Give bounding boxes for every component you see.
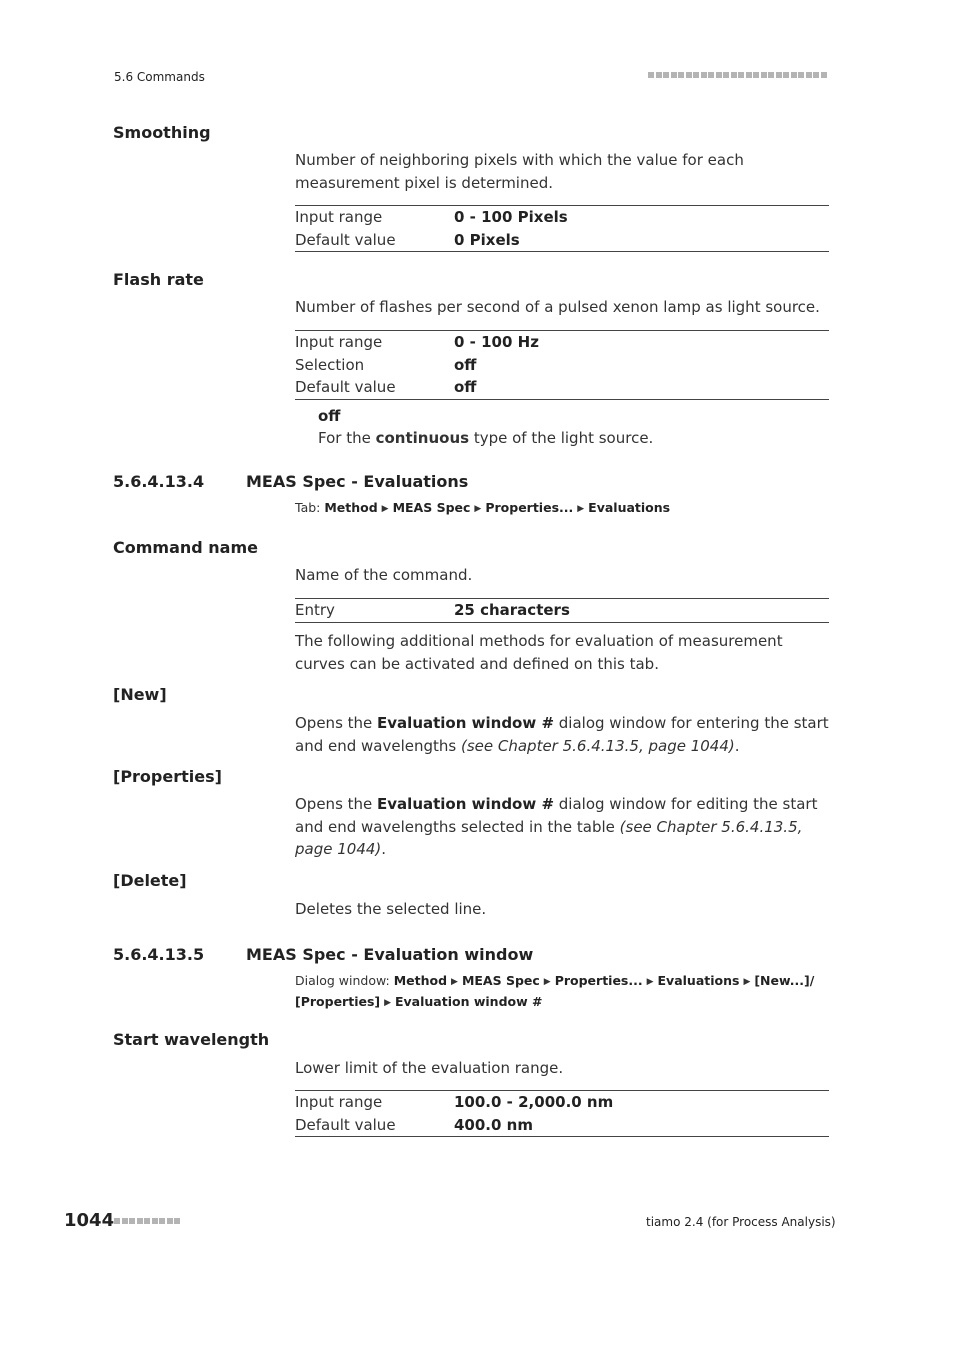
decorative-square (798, 72, 804, 78)
path-item: Evaluation window # (395, 994, 543, 1009)
emphasis: Evaluation window # (377, 714, 555, 732)
decorative-square (648, 72, 654, 78)
footer-product: tiamo 2.4 (for Process Analysis) (646, 1215, 836, 1229)
decorative-square (678, 72, 684, 78)
decorative-square (776, 72, 782, 78)
text-span: For the (318, 429, 376, 447)
decorative-square (821, 72, 827, 78)
table-row (295, 1114, 829, 1137)
table-row (295, 229, 829, 252)
table-row (295, 206, 829, 229)
selection-term-off: off (318, 407, 341, 425)
decorative-square (144, 1218, 150, 1224)
decorative-square (761, 72, 767, 78)
decorative-square (716, 72, 722, 78)
path-item: Properties... (485, 500, 574, 515)
decorative-square (783, 72, 789, 78)
table-row (295, 354, 829, 377)
text-span: . (734, 736, 740, 755)
decorative-square (768, 72, 774, 78)
section-number: 5.6.4.13.5 (113, 945, 205, 964)
emphasis: continuous (375, 429, 470, 447)
path-item: [New...]/ (754, 973, 815, 988)
decorative-square (686, 72, 692, 78)
path-line (295, 971, 814, 992)
path-item: Evaluations (588, 500, 671, 515)
param-title-start-wavelength: Start wavelength (113, 1030, 270, 1049)
selection-desc-off (318, 429, 653, 447)
row-value: off (454, 378, 477, 396)
param-title-flash-rate: Flash rate (113, 270, 204, 289)
cross-reference: (see Chapter 5.6.4.13.5, page 1044) (295, 817, 803, 858)
text-span: . (381, 840, 387, 858)
path-item: Method (324, 500, 378, 515)
decorative-square (174, 1218, 180, 1224)
cross-reference: (see Chapter 5.6.4.13.5, page 1044) (460, 736, 735, 755)
section-title: MEAS Spec - Evaluations (246, 472, 469, 491)
triangle-right-icon: ▶ (381, 504, 389, 514)
decorative-square (137, 1218, 143, 1224)
table-row (295, 599, 829, 622)
navigation-path (295, 498, 670, 519)
text-span: Opens the (295, 795, 378, 813)
decorative-square (791, 72, 797, 78)
row-value: off (454, 355, 477, 374)
param-title-command-name: Command name (113, 538, 258, 557)
decorative-square (167, 1218, 173, 1224)
param-desc-delete: Deletes the selected line. (295, 900, 487, 918)
decorative-square (663, 72, 669, 78)
param-desc-new (295, 712, 830, 757)
navigation-path (295, 971, 814, 1013)
param-desc-properties (295, 793, 830, 861)
row-value: 25 characters (454, 601, 570, 619)
triangle-right-icon: ▶ (474, 504, 482, 514)
decorative-square (746, 72, 752, 78)
decorative-square (731, 72, 737, 78)
path-item: MEAS Spec (461, 973, 540, 988)
decorative-square (723, 72, 729, 78)
param-title-new: [New] (113, 685, 167, 704)
param-table-flash-rate (295, 330, 829, 400)
row-key: Input range (295, 208, 383, 226)
path-item: Method (393, 973, 448, 988)
running-header-section: 5.6 Commands (114, 70, 205, 84)
decorative-square (813, 72, 819, 78)
table-row (295, 376, 829, 399)
triangle-right-icon: ▶ (743, 977, 751, 987)
row-key: Input range (295, 1093, 383, 1111)
section-heading-evaluations (113, 472, 468, 491)
row-key: Default value (295, 1115, 396, 1134)
path-item: Evaluations (657, 973, 740, 988)
param-table-start-wavelength (295, 1090, 829, 1137)
section-title: MEAS Spec - Evaluation window (246, 945, 534, 964)
path-line (295, 992, 814, 1013)
table-row (295, 1091, 829, 1114)
header-decoration (648, 72, 829, 80)
path-item: [Properties] (295, 994, 381, 1009)
row-value: 100.0 - 2,000.0 nm (454, 1093, 614, 1111)
param-desc-command-name: Name of the command. (295, 566, 473, 584)
row-value: 0 - 100 Hz (454, 333, 539, 351)
row-key: Input range (295, 333, 383, 351)
decorative-square (152, 1218, 158, 1224)
decorative-square (708, 72, 714, 78)
param-title-delete: [Delete] (113, 871, 187, 890)
text-span: dialog window for entering the start and end wavelengths (295, 714, 829, 755)
text-span: Opens the (295, 714, 378, 732)
page-number: 1044 (64, 1210, 115, 1231)
triangle-right-icon: ▶ (577, 504, 585, 514)
decorative-square (693, 72, 699, 78)
param-title-properties: [Properties] (113, 767, 222, 786)
row-key: Selection (295, 355, 365, 374)
decorative-square (656, 72, 662, 78)
paragraph-additional-methods: The following additional methods for evaluation of measurement curves can be activated and defined on this tab. (295, 632, 783, 673)
row-value: 0 - 100 Pixels (454, 208, 568, 226)
table-row (295, 331, 829, 354)
triangle-right-icon: ▶ (543, 977, 551, 987)
param-title-smoothing: Smoothing (113, 123, 211, 142)
emphasis: Evaluation window # (377, 795, 555, 813)
param-desc-start-wavelength: Lower limit of the evaluation range. (295, 1059, 564, 1077)
path-item: Properties... (554, 973, 643, 988)
triangle-right-icon: ▶ (646, 977, 654, 987)
path-prefix: Dialog window: (295, 973, 394, 988)
param-desc-flash-rate: Number of flashes per second of a pulsed xenon lamp as light source. (295, 298, 820, 316)
section-number: 5.6.4.13.4 (113, 472, 205, 491)
decorative-square (701, 72, 707, 78)
row-key: Default value (295, 378, 396, 396)
param-desc-smoothing: Number of neighboring pixels with which the value for each measurement pixel is determined. (295, 151, 744, 192)
decorative-square (753, 72, 759, 78)
row-value: 0 Pixels (454, 230, 520, 249)
text-span: dialog window for editing the start and end wavelengths selected in the table (295, 795, 818, 836)
path-item: MEAS Spec (392, 500, 471, 515)
row-key: Entry (295, 601, 335, 619)
row-value: 400.0 nm (454, 1115, 533, 1134)
row-key: Default value (295, 230, 396, 249)
decorative-square (114, 1218, 120, 1224)
param-table-command-name (295, 598, 829, 623)
decorative-square (159, 1218, 165, 1224)
param-table-smoothing (295, 205, 829, 252)
triangle-right-icon: ▶ (384, 998, 392, 1008)
decorative-square (671, 72, 677, 78)
footer-decoration (114, 1218, 182, 1237)
path-prefix: Tab: (295, 500, 325, 515)
section-heading-evaluation-window (113, 945, 533, 964)
decorative-square (122, 1218, 128, 1224)
decorative-square (738, 72, 744, 78)
text-span: type of the light source. (469, 429, 654, 447)
triangle-right-icon: ▶ (451, 977, 458, 987)
decorative-square (129, 1218, 135, 1224)
decorative-square (806, 72, 812, 78)
